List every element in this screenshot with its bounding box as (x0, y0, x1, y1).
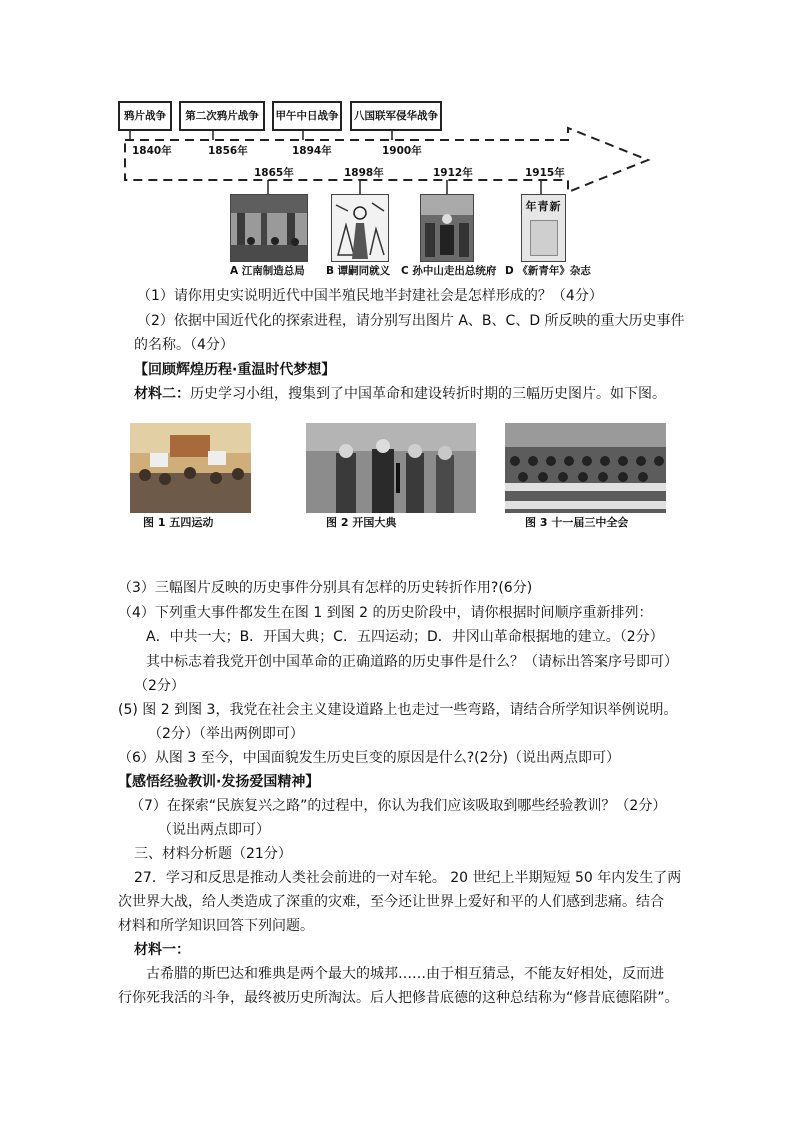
magazine-title: 年青新 (525, 200, 562, 213)
year-1900: 1900年 (382, 145, 422, 157)
question-6: （6）从图 3 至今，中国面貌发生历史巨变的原因是什么?(2分)（说出两点即可） (118, 750, 620, 766)
question-27-line-2: 次世界大战，给人类造成了深重的灾难，至今还让世界上爱好和平的人们感到悲痛。结合 (118, 894, 664, 910)
section-heading-lessons: 【感悟经验教训·发扬爱国精神】 (118, 774, 320, 790)
year-1865: 1865年 (254, 167, 294, 179)
material-1-label: 材料一： (134, 942, 190, 958)
year-1894: 1894年 (292, 145, 332, 157)
material-1-line-2: 行你死我活的斗争，最终被历史所淘汰。后人把修昔底德的这种总结称为“修昔底德陷阱”。 (118, 990, 679, 1006)
thumb-tan-sitong (331, 194, 389, 262)
question-7-line-2: （说出两点即可） (158, 822, 270, 838)
question-7-line-1: （7）在探索“民族复兴之路”的过程中，你认为我们应该吸取到哪些经验教训？（2分） (130, 798, 667, 814)
war-box-opium: 鸦片战争 (118, 101, 172, 131)
question-4-line-3: 其中标志着我党开创中国革命的正确道路的历史事件是什么？（请标出答案序号即可） (146, 654, 678, 670)
caption-c: C 孙中山走出总统府 (401, 265, 497, 277)
year-1856: 1856年 (208, 145, 248, 157)
caption-a: A 江南制造总局 (230, 265, 305, 277)
photo-caption-2: 图 2 开国大典 (326, 516, 397, 529)
year-1840: 1840年 (132, 145, 172, 157)
war-box-sino-japanese: 甲午中日战争 (272, 101, 342, 131)
photo-may-fourth (130, 423, 251, 513)
question-3: （3）三幅图片反映的历史事件分别具有怎样的历史转折作用?(6分) (118, 580, 533, 596)
photo-caption-3: 图 3 十一届三中全会 (525, 516, 629, 529)
question-2-line-2: 的名称。（4分） (134, 337, 234, 353)
war-box-eight-nation: 八国联军侵华战争 (350, 101, 442, 131)
material-2-label: 材料二： (134, 386, 190, 402)
timeline-arrow (0, 0, 794, 200)
material-1-line-1: 古希腊的斯巴达和雅典是两个最大的城邦……由于相互猜忌，不能友好相处，反而进 (146, 966, 664, 982)
question-4-line-4: （2分） (134, 678, 185, 694)
thumb-new-youth-magazine (521, 194, 566, 262)
question-4-line-1: （4）下列重大事件都发生在图 1 到图 2 的历史阶段中，请你根据时间顺序重新排列： (118, 605, 653, 621)
question-1: （1）请你用史实说明近代中国半殖民地半封建社会是怎样形成的？（4分） (137, 288, 603, 304)
year-1912: 1912年 (433, 167, 473, 179)
year-1915: 1915年 (525, 167, 565, 179)
question-5-line-1: (5) 图 2 到图 3，我党在社会主义建设道路上也走过一些弯路，请结合所学知识举例说明。 (118, 702, 678, 718)
question-2-line-1: （2）依据中国近代化的探索进程，请分别写出图片 A、B、C、D 所反映的重大历史事件 (137, 313, 685, 329)
war-box-second-opium: 第二次鸦片战争 (179, 101, 265, 131)
section-heading-review: 【回顾辉煌历程·重温时代梦想】 (134, 362, 336, 378)
material-2-paragraph (134, 384, 666, 404)
photo-caption-1: 图 1 五四运动 (143, 516, 214, 529)
photo-founding-ceremony (306, 423, 476, 513)
photo-third-plenum (505, 423, 666, 513)
question-27-line-3: 材料和所学知识回答下列问题。 (118, 918, 314, 934)
material-2-text: 历史学习小组，搜集到了中国革命和建设转折时期的三幅历史图片。如下图。 (190, 386, 666, 402)
question-27-line-1: 27．学习和反思是推动人类社会前进的一对车轮。 20 世纪上半期短短 50 年内发生了两 (134, 870, 682, 886)
caption-b: B 谭嗣同就义 (326, 265, 391, 277)
caption-d: D 《新青年》杂志 (505, 265, 591, 277)
thumb-sun-yatsen (420, 194, 474, 262)
question-5-line-2: （2分）（举出两例即可） (148, 726, 304, 742)
part-3-title: 三、材料分析题（21分） (134, 846, 292, 862)
thumb-jiangnan-arsenal (230, 194, 308, 262)
year-1898: 1898年 (344, 167, 384, 179)
question-4-line-2: A．中共一大；B．开国大典；C．五四运动；D．井冈山革命根据地的建立。（2分） (146, 629, 664, 645)
